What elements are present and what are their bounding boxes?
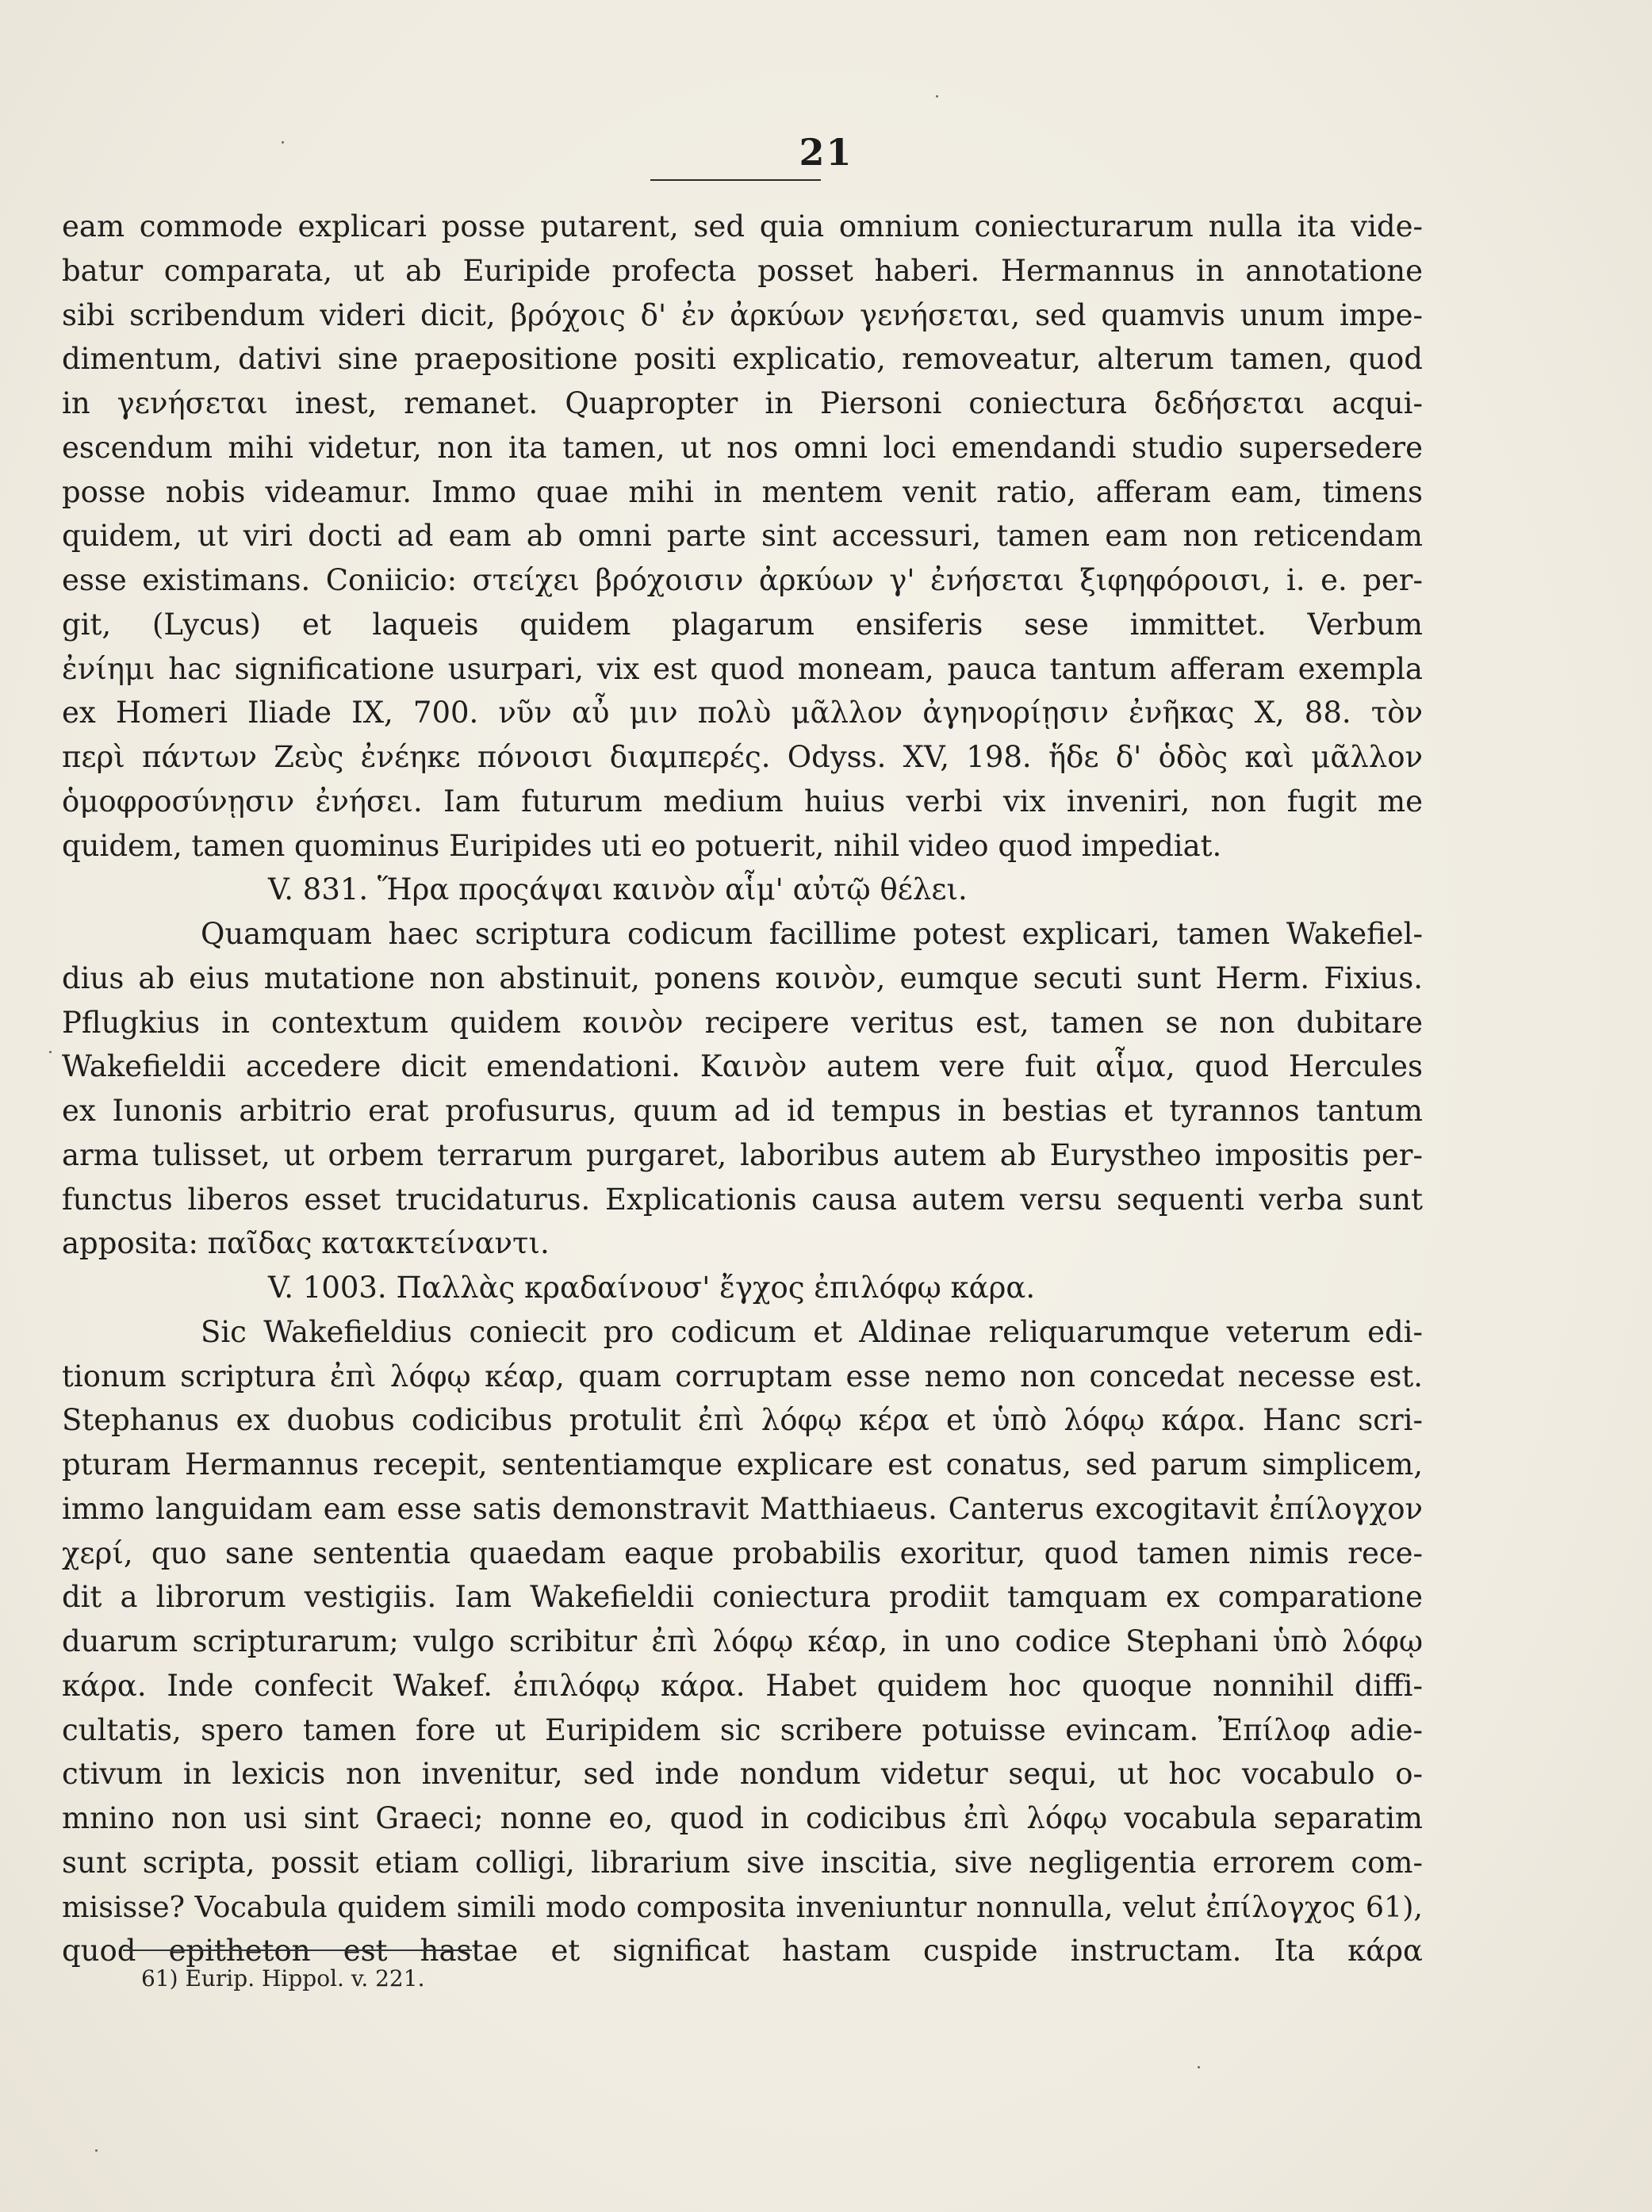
text-line: cultatis, spero tamen fore ut Euripidem sic scribere potuisse evincam. Ἐπίλοφ adie- (62, 1712, 1423, 1747)
text-line: arma tulisset, ut orbem terrarum purgaret, laboribus autem ab Eurystheo impositis per- (62, 1137, 1423, 1172)
header-rule (650, 179, 821, 181)
text-line: quidem, ut viri docti ad eam ab omni parte sint accessuri, tamen eam non reticendam (62, 519, 1423, 554)
text-line: dimentum, dativi sine praepositione positi explicatio, removeatur, alterum tamen, quod (62, 342, 1423, 377)
paper-speck (282, 141, 284, 144)
footnote-rule (123, 1949, 472, 1951)
text-line: apposita: παῖδας κατακτείναντι. (62, 1226, 550, 1261)
paper-speck (936, 95, 938, 98)
text-line: Stephanus ex duobus codicibus protulit ἐπὶ λόφῳ κέρα et ὑπὸ λόφῳ κάρα. Hanc scri- (62, 1403, 1423, 1438)
text-line: functus liberos esset trucidaturus. Explicationis causa autem versu sequenti verba sunt (62, 1182, 1423, 1217)
paper-speck (95, 2149, 98, 2152)
footnote: 61) Eurip. Hippol. v. 221. (141, 1965, 425, 1992)
text-line: esse existimans. Coniicio: στείχει βρόχοισιν ἀρκύων γ' ἐνήσεται ξιφηφόροισι, i. e. per- (62, 563, 1423, 597)
text-line: eam commode explicari posse putarent, sed quia omnium coniecturarum nulla ita vide- (62, 209, 1423, 243)
text-line: quod epitheton est hastae et significat hastam cuspide instructam. Ita κάρα (62, 1934, 1423, 1969)
text-line: sibi scribendum videri dicit, βρόχοις δ' ἐν ἀρκύων γενήσεται, sed quamvis unum impe- (62, 297, 1423, 332)
text-line: in γενήσεται inest, remanet. Quapropter in Piersoni coniectura δεδήσεται acqui- (62, 386, 1423, 420)
text-line: ctivum in lexicis non invenitur, sed inde nondum videtur sequi, ut hoc vocabulo o- (62, 1757, 1423, 1792)
text-line: ex Iunonis arbitrio erat profusurus, quum ad id tempus in bestias et tyrannos tantum (62, 1094, 1423, 1128)
text-line: mnino non usi sint Graeci; nonne eo, quod in codicibus ἐπὶ λόφῳ vocabula separatim (62, 1801, 1423, 1835)
text-line: dius ab eius mutatione non abstinuit, ponens κοινὸν, eumque secuti sunt Herm. Fixius. (62, 960, 1423, 995)
text-line: κάρα. Inde confecit Wakef. ἐπιλόφῳ κάρα. Habet quidem hoc quoque nonnihil diffi- (62, 1668, 1423, 1703)
verse-heading: V. 831. Ἥρα προςάψαι καινὸν αἷμ' αὐτῷ θέλει. (268, 872, 968, 907)
text-line: duarum scripturarum; vulgo scribitur ἐπὶ λόφῳ κέαρ, in uno codice Stephani ὑπὸ λόφῳ (62, 1624, 1423, 1658)
text-line: git, (Lycus) et laqueis quidem plagarum ensiferis sese immittet. Verbum (62, 607, 1423, 642)
text-line: ex Homeri Iliade IX, 700. νῦν αὖ μιν πολὺ μᾶλλον ἀγηνορίῃσιν ἐνῆκας X, 88. τὸν (62, 696, 1423, 730)
text-line: posse nobis videamur. Immo quae mihi in mentem venit ratio, afferam eam, timens (62, 474, 1423, 509)
text-line: Wakefieldii accedere dicit emendationi. Καινὸν autem vere fuit αἷμα, quod Hercules (62, 1049, 1423, 1084)
text-line: dit a librorum vestigiis. Iam Wakefieldii coniectura prodiit tamquam ex comparatione (62, 1580, 1423, 1615)
text-line: escendum mihi videtur, non ita tamen, ut nos omni loci emendandi studio supersedere (62, 430, 1423, 465)
text-line: ἐνίημι hac significatione usurpari, vix est quod moneam, pauca tantum afferam exempla (62, 651, 1423, 686)
text-line: ὁμοφροσύνῃσιν ἐνήσει. Iam futurum medium huius verbi vix inveniri, non fugit me (62, 784, 1423, 818)
text-line: χερί, quo sane sententia quaedam eaque probabilis exoritur, quod tamen nimis rece- (62, 1535, 1423, 1570)
text-line: batur comparata, ut ab Euripide profecta posset haberi. Hermannus in annotatione (62, 253, 1423, 288)
text-line: Sic Wakefieldius coniecit pro codicum et Aldinae reliquarumque veterum edi- (201, 1314, 1423, 1349)
paper-speck (49, 1051, 52, 1053)
text-line: quidem, tamen quominus Euripides uti eo potuerit, nihil video quod impediat. (62, 828, 1222, 863)
text-line: tionum scriptura ἐπὶ λόφῳ κέαρ, quam corruptam esse nemo non concedat necesse est. (62, 1359, 1423, 1394)
text-line: sunt scripta, possit etiam colligi, librarium sive inscitia, sive negligentia errorem com- (62, 1845, 1423, 1880)
text-line: Pflugkius in contextum quidem κοινὸν recipere veritus est, tamen se non dubitare (62, 1005, 1423, 1040)
verse-heading: V. 1003. Παλλὰς κραδαίνουσ' ἔγχος ἐπιλόφῳ κάρα. (268, 1271, 1036, 1305)
text-line: immo languidam eam esse satis demonstravit Matthiaeus. Canterus excogitavit ἐπίλογχον (62, 1491, 1423, 1526)
body-text (62, 205, 1423, 1973)
page-number: 21 (799, 131, 853, 174)
text-line: pturam Hermannus recepit, sententiamque explicare est conatus, sed parum simplicem, (62, 1447, 1423, 1482)
text-line: Quamquam haec scriptura codicum facillime potest explicari, tamen Wakefiel- (201, 917, 1423, 951)
text-line: misisse? Vocabula quidem simili modo composita inveniuntur nonnulla, velut ἐπίλογχος 61), (62, 1889, 1423, 1924)
text-line: περὶ πάντων Ζεὺς ἐνέηκε πόνοισι διαμπερές. Odyss. XV, 198. ἥδε δ' ὁδὸς καὶ μᾶλλον (62, 740, 1423, 774)
paper-speck (1198, 2066, 1200, 2068)
